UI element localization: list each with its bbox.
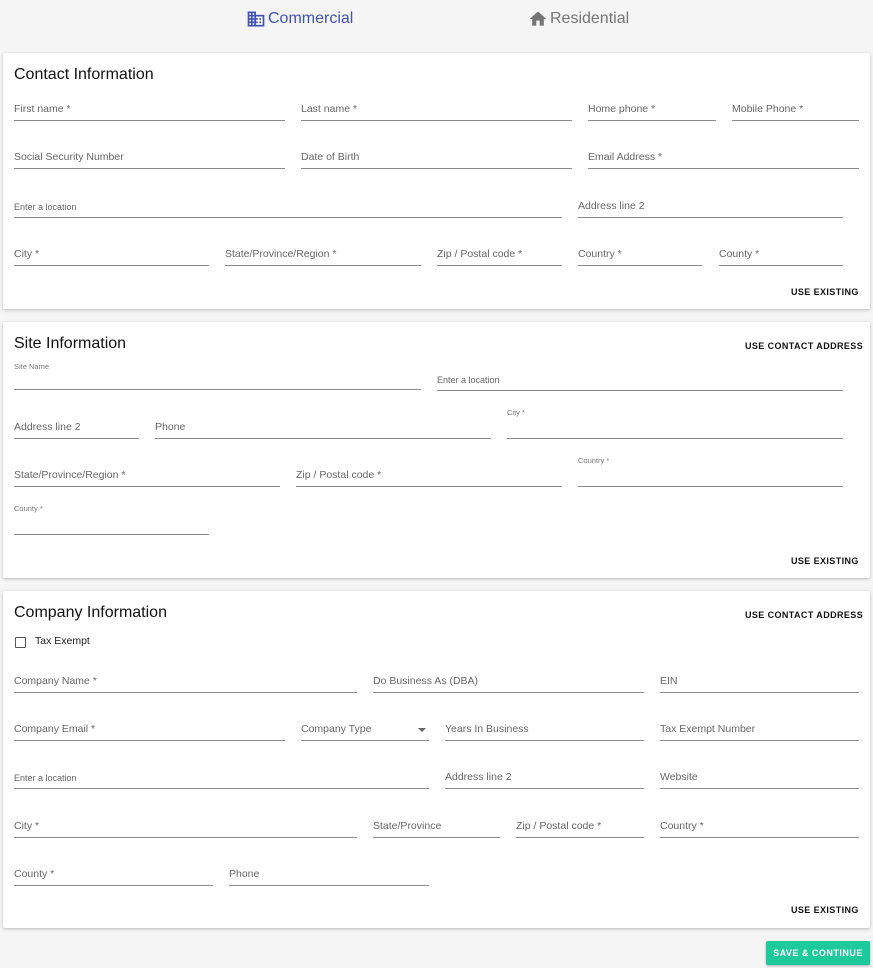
email-address-field[interactable]: Email Address *	[588, 147, 859, 169]
site-address-line-2-field[interactable]: Address line 2	[14, 417, 139, 439]
country-field[interactable]: Country *	[578, 244, 702, 266]
address-line-2-field[interactable]: Address line 2	[578, 196, 843, 218]
tax-exempt-label: Tax Exempt	[35, 635, 90, 647]
ein-field[interactable]: EIN	[660, 671, 859, 693]
company-location-field[interactable]: Enter a location	[14, 767, 429, 789]
use-existing-company-button[interactable]: USE EXISTING	[791, 905, 859, 915]
city-field[interactable]: City *	[14, 244, 209, 266]
site-information-card	[3, 322, 870, 578]
company-zip-field[interactable]: Zip / Postal code *	[516, 816, 644, 838]
state-field[interactable]: State/Province/Region *	[225, 244, 421, 266]
site-country-field[interactable]: Country *	[578, 465, 843, 487]
company-address-line-2-field[interactable]: Address line 2	[445, 767, 644, 789]
years-in-business-field[interactable]: Years In Business	[445, 719, 644, 741]
home-phone-field[interactable]: Home phone *	[588, 99, 716, 121]
company-email-field[interactable]: Company Email *	[14, 719, 285, 741]
county-field[interactable]: County *	[719, 244, 843, 266]
site-name-field[interactable]: Site Name	[14, 368, 421, 390]
website-field[interactable]: Website	[660, 767, 859, 789]
company-phone-field[interactable]: Phone	[229, 864, 429, 886]
building-icon	[246, 9, 266, 29]
first-name-field[interactable]: First name *	[14, 99, 285, 121]
tab-commercial[interactable]	[246, 9, 353, 29]
company-state-field[interactable]: State/Province	[373, 816, 500, 838]
company-country-field[interactable]: Country *	[660, 816, 859, 838]
site-city-field[interactable]: City *	[507, 417, 843, 439]
save-and-continue-button[interactable]: SAVE & CONTINUE	[766, 941, 870, 965]
company-county-field[interactable]: County *	[14, 864, 213, 886]
last-name-field[interactable]: Last name *	[301, 99, 572, 121]
tab-commercial-label: Commercial	[268, 10, 354, 27]
dba-field[interactable]: Do Business As (DBA)	[373, 671, 644, 693]
date-of-birth-field[interactable]: Date of Birth	[301, 147, 572, 169]
zip-field[interactable]: Zip / Postal code *	[437, 244, 562, 266]
ssn-field[interactable]: Social Security Number	[14, 147, 285, 169]
company-information-title: Company Information	[14, 604, 167, 621]
chevron-down-icon	[418, 728, 426, 732]
site-phone-field[interactable]: Phone	[155, 417, 491, 439]
site-information-title: Site Information	[14, 335, 127, 352]
contact-information-card	[3, 53, 870, 309]
site-location-field[interactable]: Enter a location	[437, 369, 843, 391]
company-city-field[interactable]: City *	[14, 816, 357, 838]
home-icon	[528, 9, 548, 29]
tab-residential[interactable]	[528, 9, 629, 29]
tax-exempt-number-field[interactable]: Tax Exempt Number	[660, 719, 859, 741]
tab-residential-label: Residential	[550, 10, 630, 27]
site-state-field[interactable]: State/Province/Region *	[14, 465, 280, 487]
use-contact-address-site-button[interactable]: USE CONTACT ADDRESS	[745, 341, 864, 351]
company-type-select[interactable]: Company Type	[301, 719, 429, 741]
use-existing-contact-button[interactable]: USE EXISTING	[791, 287, 859, 297]
company-information-card	[3, 591, 870, 928]
mobile-phone-field[interactable]: Mobile Phone *	[732, 99, 859, 121]
company-name-field[interactable]: Company Name *	[14, 671, 357, 693]
tax-exempt-checkbox[interactable]	[15, 637, 26, 648]
location-field[interactable]: Enter a location	[14, 196, 562, 218]
customer-type-tabs	[0, 0, 873, 52]
use-existing-site-button[interactable]: USE EXISTING	[791, 556, 859, 566]
site-zip-field[interactable]: Zip / Postal code *	[296, 465, 562, 487]
site-county-field[interactable]: County *	[14, 513, 209, 535]
use-contact-address-company-button[interactable]: USE CONTACT ADDRESS	[745, 610, 864, 620]
contact-information-title: Contact Information	[14, 66, 154, 83]
